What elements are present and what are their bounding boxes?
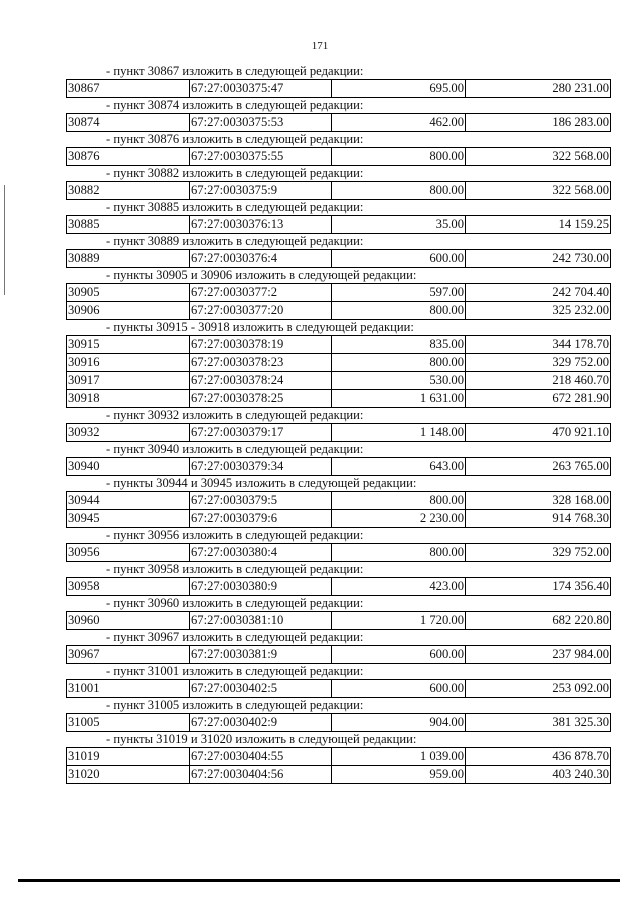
table-row <box>67 182 611 200</box>
amendment-table <box>66 679 611 698</box>
cadastral-value-cell: 242 704.40 <box>466 284 611 302</box>
amendment-heading: - пункт 30874 изложить в следующей редакции: <box>106 98 364 112</box>
table-row <box>67 354 611 372</box>
cadastral-value-cell: 263 765.00 <box>466 458 611 476</box>
table-row <box>67 748 611 766</box>
amendment-table <box>66 713 611 732</box>
table-row <box>67 458 611 476</box>
amendment-table <box>66 747 611 784</box>
cadastral-number-cell: 67:27:0030378:24 <box>190 372 332 390</box>
amendment-heading: - пункт 30967 изложить в следующей редакции: <box>106 630 364 644</box>
cadastral-value-cell: 322 568.00 <box>466 148 611 166</box>
cadastral-value-cell: 280 231.00 <box>466 80 611 98</box>
cadastral-value-cell: 344 178.70 <box>466 336 611 354</box>
cadastral-value-cell: 237 984.00 <box>466 646 611 664</box>
amendment-table <box>66 611 611 630</box>
area-cell: 800.00 <box>332 148 466 166</box>
cadastral-number-cell: 67:27:0030404:55 <box>190 748 332 766</box>
margin-mark <box>4 185 5 295</box>
cadastral-value-cell: 328 168.00 <box>466 492 611 510</box>
amendment-heading: - пункты 31019 и 31020 изложить в следующей редакции: <box>106 732 417 746</box>
amendment-table <box>66 283 611 320</box>
area-cell: 1 631.00 <box>332 390 466 408</box>
table-row <box>67 114 611 132</box>
cadastral-number-cell: 67:27:0030377:20 <box>190 302 332 320</box>
item-number-cell: 30906 <box>67 302 190 320</box>
area-cell: 959.00 <box>332 766 466 784</box>
table-row <box>67 646 611 664</box>
amendments-list <box>66 64 610 784</box>
item-number-cell: 30874 <box>67 114 190 132</box>
table-row <box>67 80 611 98</box>
table-row <box>67 372 611 390</box>
cadastral-number-cell: 67:27:0030376:13 <box>190 216 332 234</box>
area-cell: 600.00 <box>332 646 466 664</box>
table-row <box>67 284 611 302</box>
cadastral-value-cell: 381 325.30 <box>466 714 611 732</box>
table-row <box>67 766 611 784</box>
item-number-cell: 30918 <box>67 390 190 408</box>
amendment-heading: - пункт 30956 изложить в следующей редакции: <box>106 528 364 542</box>
area-cell: 600.00 <box>332 250 466 268</box>
table-row <box>67 390 611 408</box>
item-number-cell: 30940 <box>67 458 190 476</box>
cadastral-number-cell: 67:27:0030379:5 <box>190 492 332 510</box>
area-cell: 800.00 <box>332 544 466 562</box>
cadastral-value-cell: 242 730.00 <box>466 250 611 268</box>
amendment-table <box>66 457 611 476</box>
cadastral-value-cell: 174 356.40 <box>466 578 611 596</box>
table-row <box>67 578 611 596</box>
cadastral-value-cell: 329 752.00 <box>466 544 611 562</box>
item-number-cell: 30944 <box>67 492 190 510</box>
cadastral-value-cell: 436 878.70 <box>466 748 611 766</box>
item-number-cell: 31019 <box>67 748 190 766</box>
amendment-heading: - пункт 30960 изложить в следующей редакции: <box>106 596 364 610</box>
amendment-table <box>66 147 611 166</box>
amendment-table <box>66 181 611 200</box>
table-row <box>67 544 611 562</box>
table-row <box>67 424 611 442</box>
item-number-cell: 30932 <box>67 424 190 442</box>
cadastral-number-cell: 67:27:0030379:17 <box>190 424 332 442</box>
area-cell: 695.00 <box>332 80 466 98</box>
area-cell: 643.00 <box>332 458 466 476</box>
cadastral-number-cell: 67:27:0030378:19 <box>190 336 332 354</box>
cadastral-number-cell: 67:27:0030375:9 <box>190 182 332 200</box>
area-cell: 800.00 <box>332 182 466 200</box>
cadastral-value-cell: 470 921.10 <box>466 424 611 442</box>
item-number-cell: 30876 <box>67 148 190 166</box>
item-number-cell: 30917 <box>67 372 190 390</box>
amendment-heading: - пункт 30867 изложить в следующей редакции: <box>106 64 364 78</box>
item-number-cell: 30889 <box>67 250 190 268</box>
item-number-cell: 30915 <box>67 336 190 354</box>
cadastral-value-cell: 325 232.00 <box>466 302 611 320</box>
area-cell: 423.00 <box>332 578 466 596</box>
cadastral-number-cell: 67:27:0030375:53 <box>190 114 332 132</box>
amendment-heading: - пункты 30905 и 30906 изложить в следующей редакции: <box>106 268 417 282</box>
item-number-cell: 30916 <box>67 354 190 372</box>
table-row <box>67 216 611 234</box>
cadastral-value-cell: 253 092.00 <box>466 680 611 698</box>
table-row <box>67 336 611 354</box>
item-number-cell: 30905 <box>67 284 190 302</box>
cadastral-number-cell: 67:27:0030402:5 <box>190 680 332 698</box>
cadastral-value-cell: 403 240.30 <box>466 766 611 784</box>
amendment-heading: - пункты 30944 и 30945 изложить в следующей редакции: <box>106 476 417 490</box>
amendment-table <box>66 113 611 132</box>
amendment-table <box>66 249 611 268</box>
amendment-table <box>66 543 611 562</box>
area-cell: 800.00 <box>332 492 466 510</box>
area-cell: 2 230.00 <box>332 510 466 528</box>
table-row <box>67 510 611 528</box>
cadastral-number-cell: 67:27:0030379:6 <box>190 510 332 528</box>
amendment-table <box>66 577 611 596</box>
cadastral-number-cell: 67:27:0030375:55 <box>190 148 332 166</box>
item-number-cell: 30882 <box>67 182 190 200</box>
cadastral-number-cell: 67:27:0030378:23 <box>190 354 332 372</box>
area-cell: 600.00 <box>332 680 466 698</box>
cadastral-value-cell: 218 460.70 <box>466 372 611 390</box>
cadastral-number-cell: 67:27:0030381:9 <box>190 646 332 664</box>
amendment-heading: - пункт 30958 изложить в следующей редакции: <box>106 562 364 576</box>
amendment-heading: - пункт 31005 изложить в следующей редакции: <box>106 698 364 712</box>
area-cell: 35.00 <box>332 216 466 234</box>
table-row <box>67 612 611 630</box>
area-cell: 1 720.00 <box>332 612 466 630</box>
cadastral-number-cell: 67:27:0030381:10 <box>190 612 332 630</box>
amendment-table <box>66 491 611 528</box>
cadastral-number-cell: 67:27:0030377:2 <box>190 284 332 302</box>
item-number-cell: 30885 <box>67 216 190 234</box>
area-cell: 835.00 <box>332 336 466 354</box>
item-number-cell: 31001 <box>67 680 190 698</box>
cadastral-number-cell: 67:27:0030380:9 <box>190 578 332 596</box>
amendment-heading: - пункт 30882 изложить в следующей редакции: <box>106 166 364 180</box>
cadastral-value-cell: 914 768.30 <box>466 510 611 528</box>
cadastral-number-cell: 67:27:0030404:56 <box>190 766 332 784</box>
table-row <box>67 714 611 732</box>
amendment-table <box>66 645 611 664</box>
item-number-cell: 31020 <box>67 766 190 784</box>
area-cell: 530.00 <box>332 372 466 390</box>
item-number-cell: 30958 <box>67 578 190 596</box>
cadastral-number-cell: 67:27:0030375:47 <box>190 80 332 98</box>
area-cell: 462.00 <box>332 114 466 132</box>
footer-rule <box>18 879 620 882</box>
cadastral-value-cell: 672 281.90 <box>466 390 611 408</box>
table-row <box>67 680 611 698</box>
item-number-cell: 30867 <box>67 80 190 98</box>
page-number: 171 <box>311 40 329 52</box>
amendment-heading: - пункты 30915 - 30918 изложить в следующей редакции: <box>106 320 414 334</box>
cadastral-value-cell: 186 283.00 <box>466 114 611 132</box>
cadastral-value-cell: 14 159.25 <box>466 216 611 234</box>
amendment-heading: - пункт 30940 изложить в следующей редакции: <box>106 442 364 456</box>
amendment-table <box>66 79 611 98</box>
area-cell: 800.00 <box>332 302 466 320</box>
amendment-heading: - пункт 30932 изложить в следующей редакции: <box>106 408 364 422</box>
amendment-heading: - пункт 30876 изложить в следующей редакции: <box>106 132 364 146</box>
amendment-heading: - пункт 30889 изложить в следующей редакции: <box>106 234 364 248</box>
cadastral-number-cell: 67:27:0030378:25 <box>190 390 332 408</box>
amendment-table <box>66 423 611 442</box>
amendment-heading: - пункт 31001 изложить в следующей редакции: <box>106 664 364 678</box>
area-cell: 597.00 <box>332 284 466 302</box>
amendment-table <box>66 335 611 408</box>
area-cell: 800.00 <box>332 354 466 372</box>
item-number-cell: 30967 <box>67 646 190 664</box>
cadastral-number-cell: 67:27:0030402:9 <box>190 714 332 732</box>
amendment-heading: - пункт 30885 изложить в следующей редакции: <box>106 200 364 214</box>
cadastral-value-cell: 322 568.00 <box>466 182 611 200</box>
cadastral-number-cell: 67:27:0030379:34 <box>190 458 332 476</box>
item-number-cell: 30960 <box>67 612 190 630</box>
cadastral-number-cell: 67:27:0030376:4 <box>190 250 332 268</box>
amendment-table <box>66 215 611 234</box>
cadastral-value-cell: 329 752.00 <box>466 354 611 372</box>
area-cell: 904.00 <box>332 714 466 732</box>
area-cell: 1 039.00 <box>332 748 466 766</box>
cadastral-number-cell: 67:27:0030380:4 <box>190 544 332 562</box>
table-row <box>67 250 611 268</box>
table-row <box>67 148 611 166</box>
cadastral-value-cell: 682 220.80 <box>466 612 611 630</box>
item-number-cell: 31005 <box>67 714 190 732</box>
table-row <box>67 492 611 510</box>
table-row <box>67 302 611 320</box>
item-number-cell: 30956 <box>67 544 190 562</box>
item-number-cell: 30945 <box>67 510 190 528</box>
area-cell: 1 148.00 <box>332 424 466 442</box>
